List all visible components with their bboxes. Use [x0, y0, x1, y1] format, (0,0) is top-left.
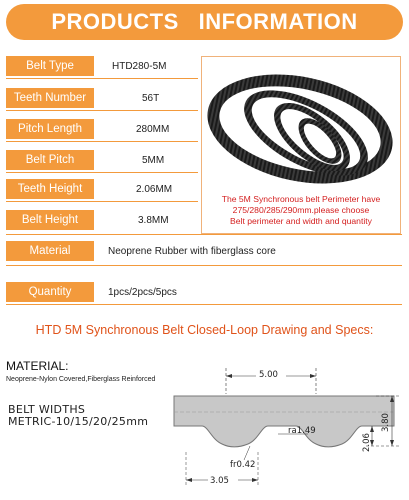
spec-value: 1pcs/2pcs/5pcs: [108, 286, 177, 298]
belt-loops-image: [202, 57, 401, 197]
spec-value: Neoprene Rubber with fiberglass core: [108, 245, 276, 257]
spec-row-pitch-length: [6, 118, 169, 140]
material-title: MATERIAL:: [6, 359, 69, 373]
dim-ra: ra1.49: [288, 426, 316, 436]
spec-value: 56T: [142, 92, 160, 104]
spec-label: Belt Type: [6, 56, 94, 76]
spec-label: Material: [6, 241, 94, 261]
dim-fr: fr0.42: [230, 460, 256, 470]
divider: [6, 172, 198, 173]
belt-photo: [201, 56, 401, 234]
spec-row-belt-pitch: [6, 149, 164, 171]
page-title: PRODUCTS INFORMATION: [51, 9, 358, 34]
divider: [6, 201, 198, 202]
divider: [6, 110, 198, 111]
dim-pitch: 5.00: [259, 370, 278, 380]
divider: [6, 141, 198, 142]
dim-height: 3.80: [381, 413, 391, 432]
spec-row-belt-type: [6, 55, 166, 77]
spec-label: Teeth Number: [6, 88, 94, 108]
spec-label: Pitch Length: [6, 119, 94, 139]
spec-row-material: [6, 240, 276, 262]
spec-label: Teeth Height: [6, 179, 94, 199]
dim-width: 3.05: [210, 476, 229, 486]
page-title-banner: [6, 4, 403, 40]
material-text: Neoprene-Nylon Covered,Fiberglass Reinforced: [6, 376, 156, 383]
spec-row-belt-height: [6, 209, 169, 231]
belt-widths-text: [8, 404, 148, 428]
caption-line: The 5M Synchronous belt Perimeter have: [221, 194, 381, 204]
spec-row-teeth-height: [6, 178, 172, 200]
spec-row-quantity: [6, 281, 177, 303]
widths-line: METRIC-10/15/20/25mm: [8, 415, 149, 428]
dim-tooth: 2.06: [362, 433, 372, 452]
divider: [6, 304, 402, 305]
belt-profile-drawing: [166, 364, 402, 494]
caption-line: Belt perimeter and width and quantity: [230, 216, 372, 226]
spec-label: Belt Pitch: [6, 150, 94, 170]
spec-row-teeth-number: [6, 87, 159, 109]
photo-caption: [202, 194, 400, 227]
widths-line: BELT WIDTHS: [8, 403, 86, 416]
spec-value: 5MM: [142, 154, 165, 166]
spec-value: 3.8MM: [138, 214, 169, 226]
drawing-title: HTD 5M Synchronous Belt Closed-Loop Drawing and Specs:: [35, 323, 374, 337]
divider: [6, 265, 402, 266]
spec-label: Quantity: [6, 282, 94, 302]
caption-line: 275/280/285/290mm.please choose: [232, 205, 370, 215]
divider: [6, 234, 402, 235]
divider: [6, 78, 198, 79]
spec-value: 280MM: [136, 123, 170, 135]
spec-value: HTD280-5M: [112, 60, 167, 72]
spec-label: Belt Height: [6, 210, 94, 230]
spec-value: 2.06MM: [136, 183, 173, 195]
belt-profile: [174, 396, 394, 447]
